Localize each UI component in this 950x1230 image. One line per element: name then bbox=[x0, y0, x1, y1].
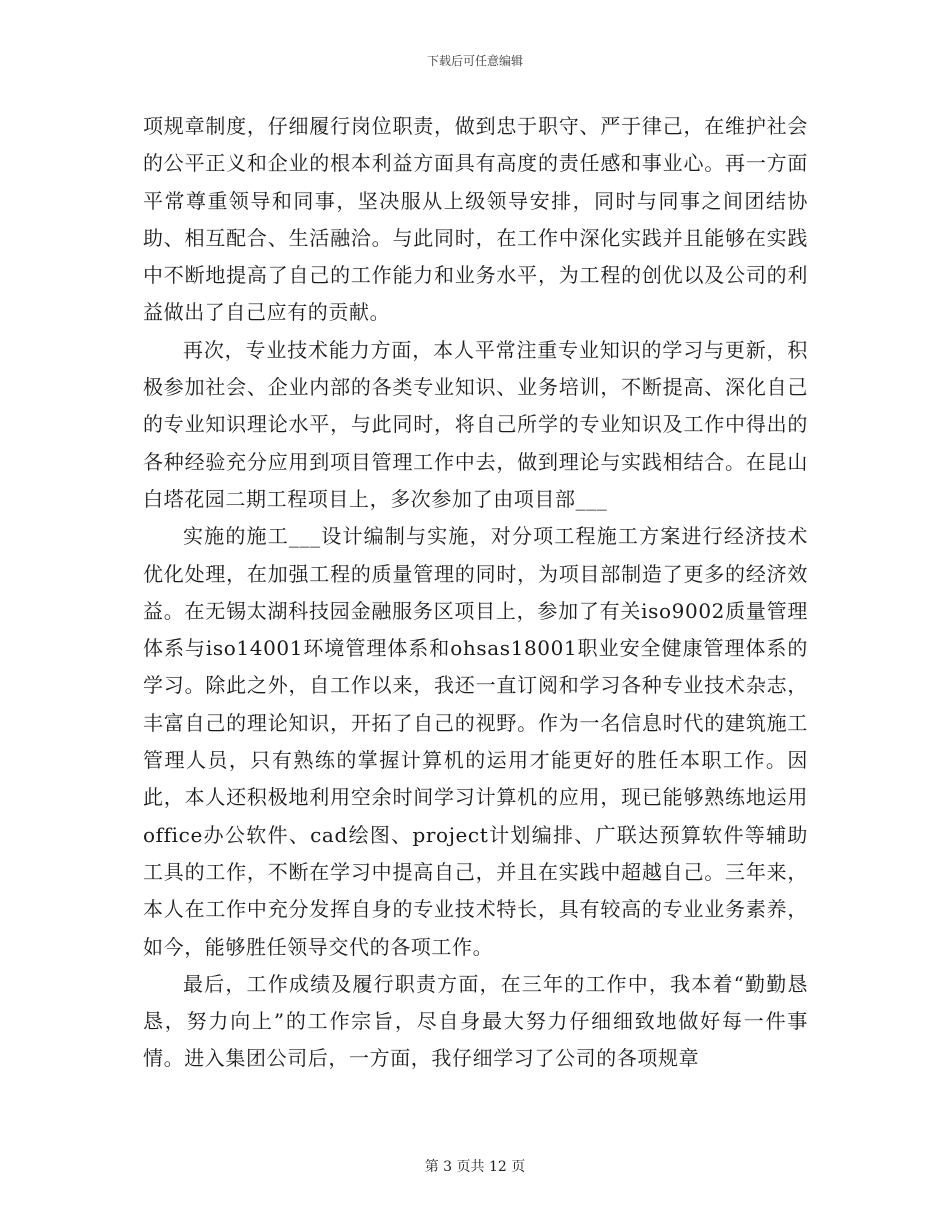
page-header: 下载后可任意编辑 bbox=[426, 54, 523, 68]
document-body bbox=[143, 108, 808, 1078]
paragraph-3: 实施的施工___设计编制与实施，对分项工程施工方案进行经济技术优化处理，在加强工程的质量管理的同时，为项目部制造了更多的经济效益。在无锡太湖科技园金融服务区项目上，参加了有关iso9002质量管理体系与iso14001环境管理体系和ohsas18001职业安全健康管理体系的学习。除此之外，自工作以来，我还一直订阅和学习各种专业技术杂志，丰富自己的理论知识，开拓了自己的视野。作为一名信息时代的建筑施工管理人员，只有熟练的掌握计算机的运用才能更好的胜任本职工作。因此，本人还积极地利用空余时间学习计算机的应用，现已能够熟练地运用office办公软件、cad绘图、project计划编排、广联达预算软件等辅助工具的工作，不断在学习中提高自己，并且在实践中超越自己。三年来，本人在工作中充分发挥自身的专业技术特长，具有较高的专业业务素养，如今，能够胜任领导交代的各项工作。 bbox=[143, 524, 808, 959]
paragraph-1: 项规章制度，仔细履行岗位职责，做到忠于职守、严于律己，在维护社会的公平正义和企业的根本利益方面具有高度的责任感和事业心。再一方面平常尊重领导和同事，坚决服从上级领导安排，同时与同事之间团结协助、相互配合、生活融洽。与此同时，在工作中深化实践并且能够在实践中不断地提高了自己的工作能力和业务水平，为工程的创优以及公司的利益做出了自己应有的贡献。 bbox=[143, 114, 808, 325]
paragraph-2: 再次，专业技术能力方面，本人平常注重专业知识的学习与更新，积极参加社会、企业内部的各类专业知识、业务培训，不断提高、深化自己的专业知识理论水平，与此同时，将自己所学的专业知识及工作中得出的各种经验充分应用到项目管理工作中去，做到理论与实践相结合。在昆山白塔花园二期工程项目上，多次参加了由项目部___ bbox=[143, 337, 808, 511]
paragraph-4: 最后，工作成绩及履行职责方面，在三年的工作中，我本着“勤勤恳恳，努力向上”的工作宗旨，尽自身最大努力仔细细致地做好每一件事情。进入集团公司后，一方面，我仔细学习了公司的各项规章 bbox=[143, 971, 808, 1071]
page-footer: 第 3 页共 12 页 bbox=[424, 1159, 526, 1175]
